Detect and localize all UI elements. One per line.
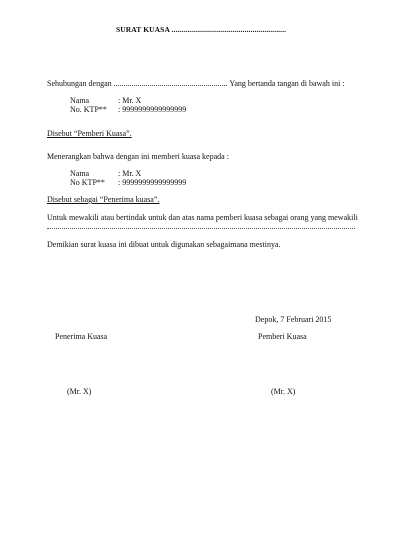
giver-signature-role: Pemberi Kuasa	[258, 332, 307, 341]
receiver-name-row	[70, 170, 141, 178]
receiver-signature-role: Penerima Kuasa	[55, 332, 108, 341]
receiver-id-value: : 9999999999999999	[118, 178, 187, 187]
giver-id-value: : 9999999999999999	[118, 105, 187, 114]
giver-id-row	[70, 106, 186, 114]
receiver-caption: Disebut sebagai “Penerima kuasa”.	[47, 195, 160, 204]
giver-signature-name: (Mr. X)	[271, 387, 296, 396]
giver-name-label: Nama	[70, 96, 90, 105]
receiver-name-label: Nama	[70, 169, 90, 178]
receiver-id-row	[70, 179, 186, 187]
giver-id-label: No. KTP**	[70, 105, 107, 114]
receiver-id-label: No KTP**	[70, 178, 105, 187]
intro-line: Sehubungan dengan ......................................................... Yang bertanda tangan di bawah ini :	[47, 79, 345, 88]
dotted-divider	[47, 228, 355, 229]
closing-line: Demikian surat kuasa ini dibuat untuk digunakan sebagaimana mestinya.	[47, 240, 281, 249]
receiver-signature-name: (Mr. X)	[67, 387, 92, 396]
giver-name-row	[70, 97, 141, 105]
letter-title: SURAT KUASA ..........................................................	[116, 25, 287, 34]
statement-line: Menerangkan bahwa dengan ini memberi kuasa kepada :	[47, 152, 229, 161]
giver-name-value: : Mr. X	[118, 96, 142, 105]
purpose-line: Untuk mewakili atau bertindak untuk dan atas nama pemberi kuasa sebagai orang yang mewakili	[47, 213, 358, 222]
place-date: Depok, 7 Februari 2015	[255, 315, 332, 324]
giver-caption: Disebut “Pemberi Kuasa”.	[47, 129, 132, 138]
receiver-name-value: : Mr. X	[118, 169, 142, 178]
